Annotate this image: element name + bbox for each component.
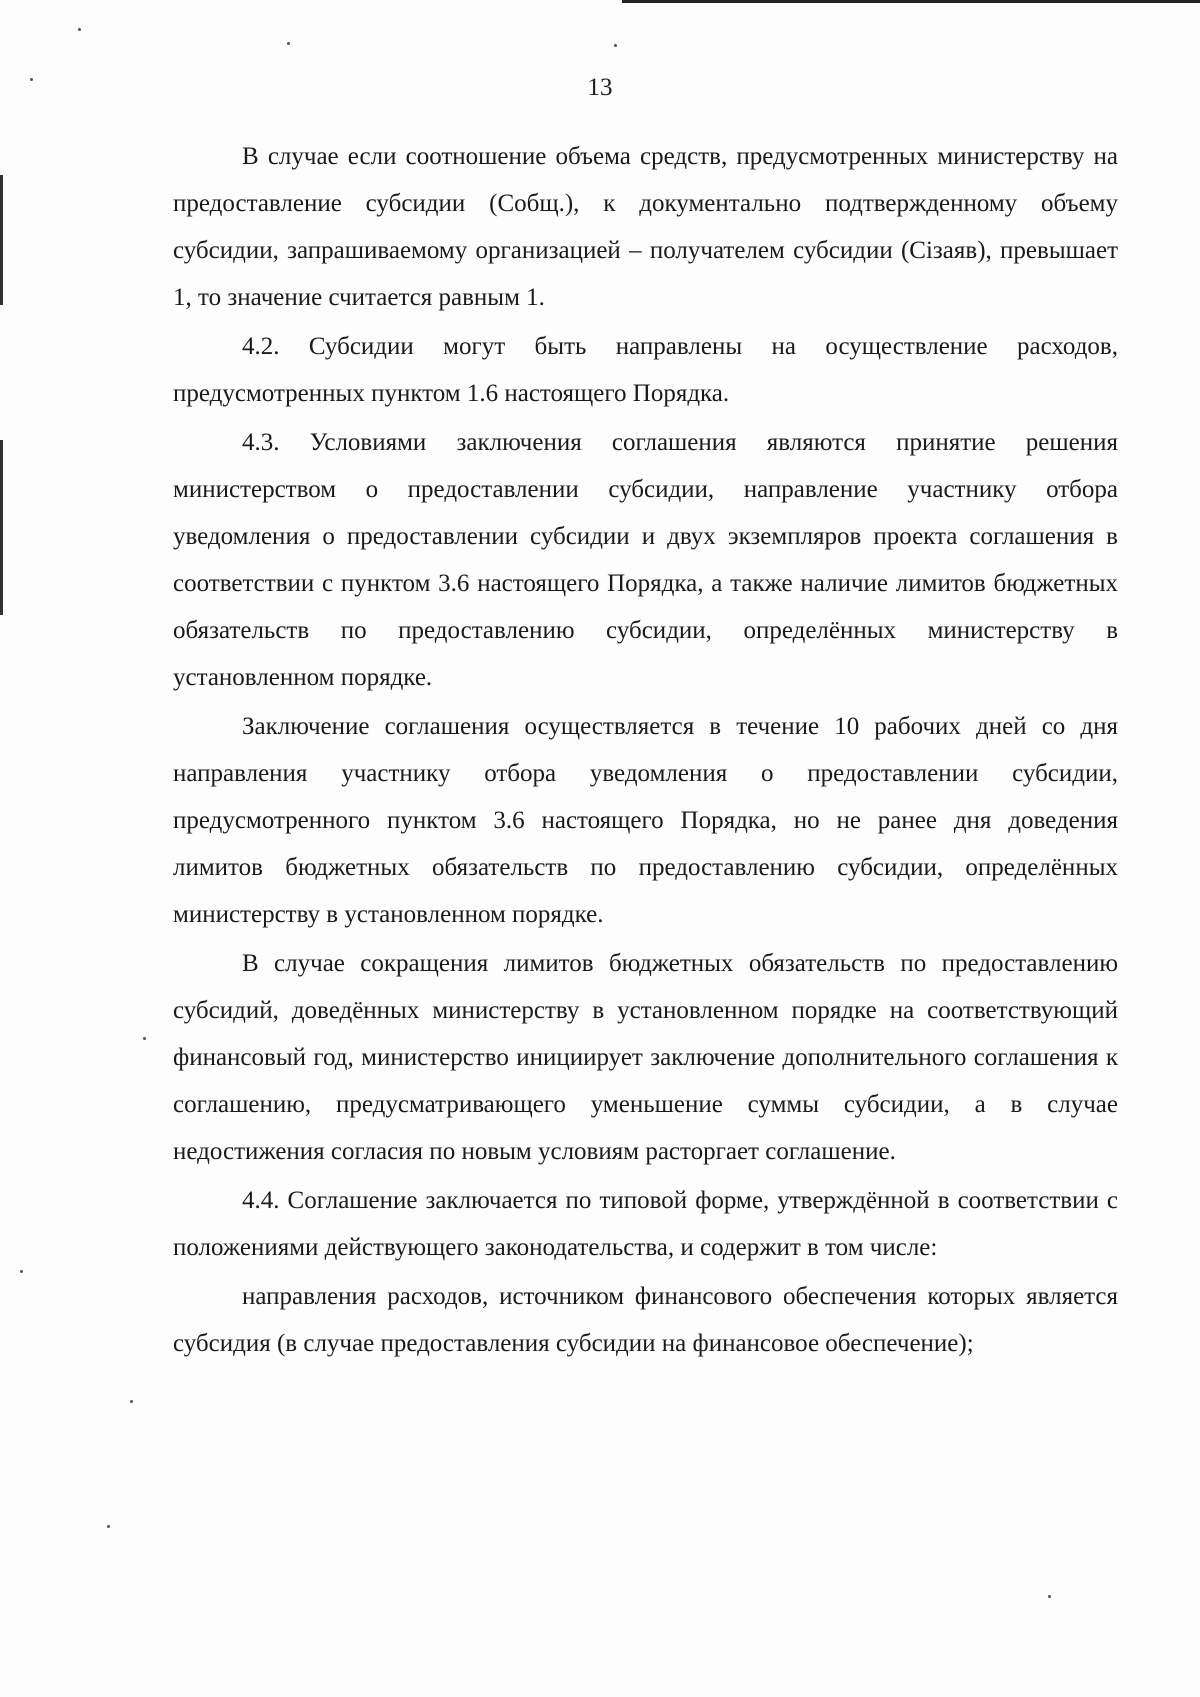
scan-speck <box>107 1525 110 1528</box>
scan-speck <box>130 1400 133 1403</box>
scan-speck <box>287 42 290 45</box>
scan-speck <box>614 44 617 47</box>
paragraph: 4.2. Субсидии могут быть направлены на осуществление расходов, предусмотренных пунктом 1.6 настоящего Порядка. <box>173 333 1118 407</box>
scan-speck <box>30 78 33 81</box>
scan-speck <box>78 28 81 31</box>
scan-top-edge <box>622 0 1200 3</box>
page-number: 13 <box>587 74 613 101</box>
scan-left-edge <box>0 175 3 305</box>
paragraph: 4.4. Соглашение заключается по типовой форме, утверждённой в соответствии с положениями действующего законодательства, и содержит в том числе: <box>173 1187 1118 1261</box>
scan-speck <box>143 1037 146 1040</box>
paragraph: Заключение соглашения осуществляется в течение 10 рабочих дней со дня направления участнику отбора уведомления о предоставлении субсидии, предусмотренного пунктом 3.6 настоящего Порядка, но не ранее дня доведения лимитов бюджетных обязательств по предоставлению субсидии, определённых министерству в установленном порядке. <box>173 713 1118 928</box>
paragraph: 4.3. Условиями заключения соглашения являются принятие решения министерством о предоставлении субсидии, направление участнику отбора уведомления о предоставлении субсидии и двух экземпляров проекта соглашения в соответствии с пунктом 3.6 настоящего Порядка, а также наличие лимитов бюджетных обязательств по предоставлению субсидии, определённых министерству в установленном порядке. <box>173 429 1118 691</box>
paragraph: В случае сокращения лимитов бюджетных обязательств по предоставлению субсидий, доведённых министерству в установленном порядке на соответствующий финансовый год, министерство инициирует заключение дополнительного соглашения к соглашению, предусматривающего уменьшение суммы субсидии, а в случае недостижения согласия по новым условиям расторгает соглашение. <box>173 950 1118 1165</box>
document-body <box>173 133 1118 1369</box>
scan-speck <box>1048 1595 1051 1598</box>
scan-left-edge <box>0 440 3 615</box>
paragraph: В случае если соотношение объема средств, предусмотренных министерству на предоставление субсидии (Cобщ.), к документально подтвержденному объему субсидии, запрашиваемому организацией – получателем субсидии (Ciзаяв), превышает 1, то значение считается равным 1. <box>173 143 1118 311</box>
scan-speck <box>20 1270 23 1273</box>
paragraph: направления расходов, источником финансового обеспечения которых является субсидия (в случае предоставления субсидии на финансовое обеспечение); <box>173 1283 1118 1357</box>
